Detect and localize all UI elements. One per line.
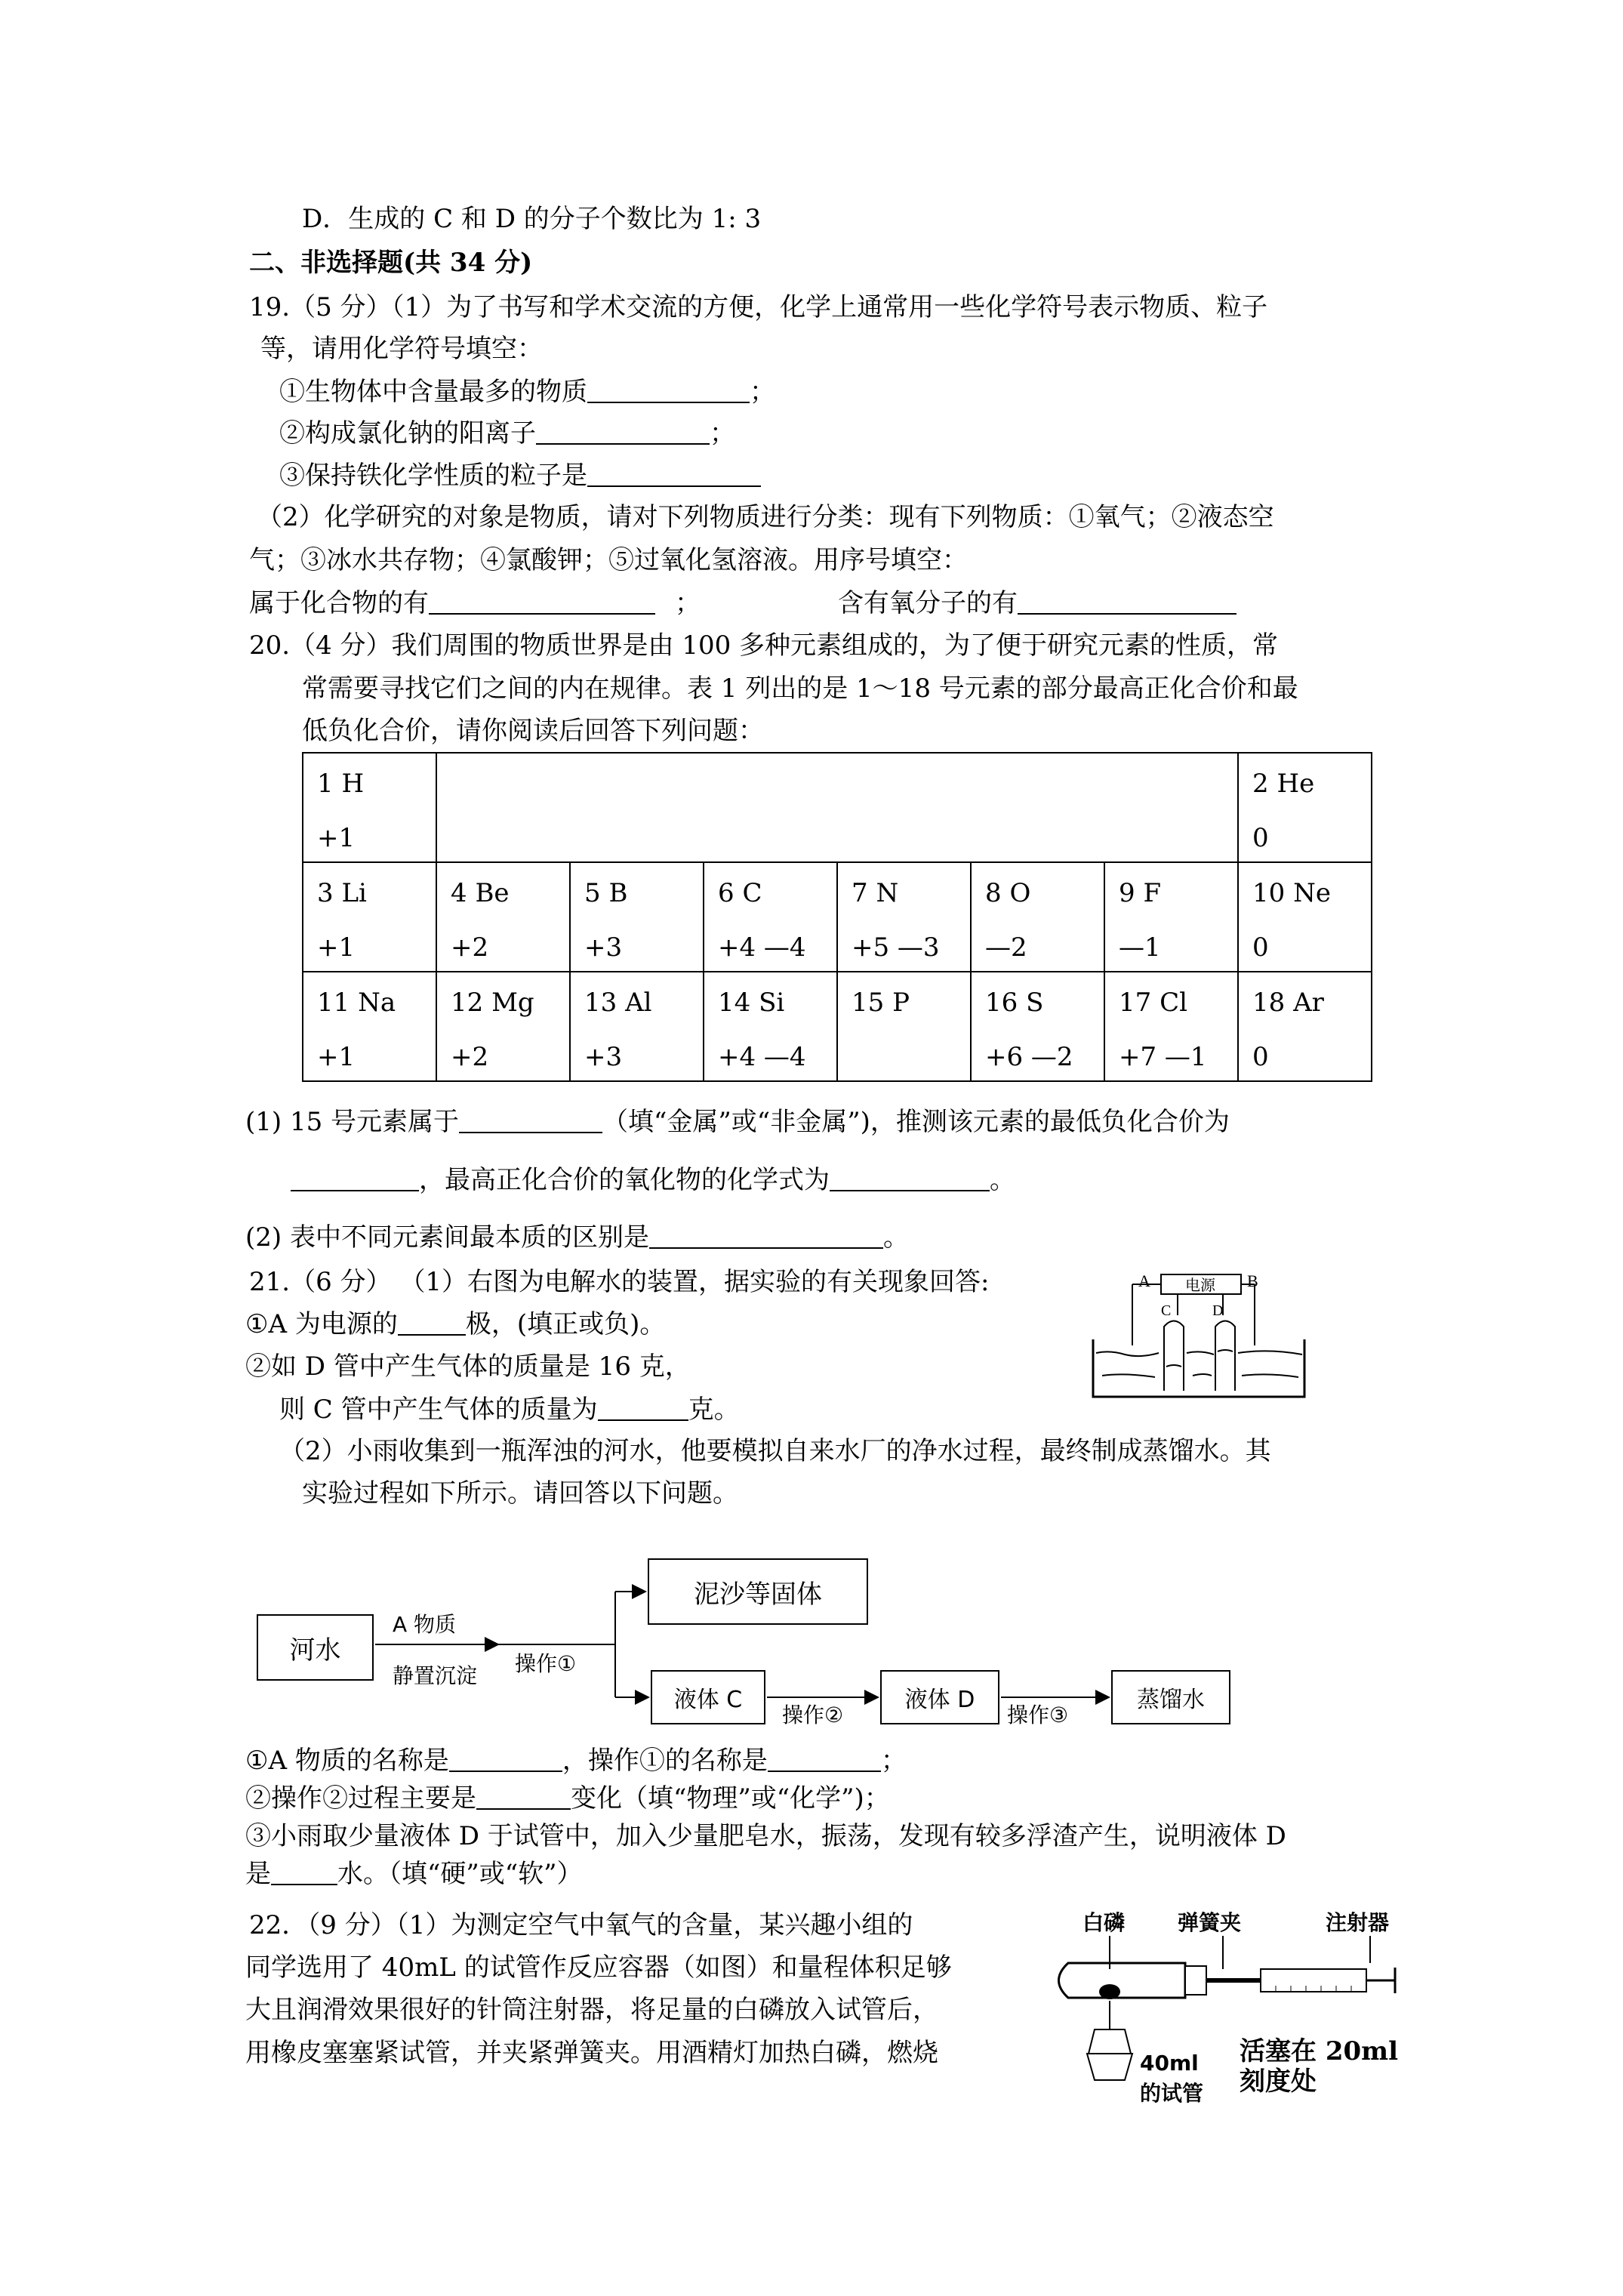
q20-line-4-text: (1) 15 号元素属于 — [245, 1107, 460, 1137]
q19-line-3-end: ； — [750, 377, 775, 407]
q20-line-5-text: ，最高正化合价的氧化物的化学式为 — [419, 1165, 830, 1195]
option-d: D．生成的 C 和 D 的分子个数比为 1: 3 — [302, 204, 762, 234]
q22-line-1: 22．（9 分）（1）为测定空气中氧气的含量，某兴趣小组的 — [249, 1910, 913, 1940]
table-cell: 7 N +5 —3 — [837, 862, 971, 972]
table-cell: 10 Ne 0 — [1238, 862, 1372, 972]
q19-line-8-text: 属于化合物的有 — [249, 588, 429, 618]
q21-line-8 — [245, 1782, 890, 1815]
q21-line-10-rest: 水。（填“硬”或“软”） — [337, 1859, 583, 1889]
q21-line-3: ②如 D 管中产生气体的质量是 16 克， — [245, 1351, 691, 1382]
q22-line-4: 用橡皮塞塞紧试管，并夹紧弹簧夹。用酒精灯加热白磷，燃烧 — [245, 2038, 938, 2068]
op2-label: 操作② — [782, 1703, 844, 1727]
answer-blank[interactable] — [768, 1745, 881, 1772]
table-cell: 8 O —2 — [971, 862, 1104, 972]
q20-line-6-end: 。 — [882, 1222, 909, 1253]
liquid-d-box: 液体 D — [880, 1670, 999, 1724]
white-phosphorus-label: 白磷 — [1083, 1910, 1126, 1935]
answer-blank[interactable] — [271, 1858, 337, 1885]
table-cell: 12 Mg +2 — [436, 972, 570, 1081]
answer-blank[interactable] — [476, 1783, 571, 1810]
distilled-water-box: 蒸馏水 — [1111, 1670, 1230, 1724]
tube-label-2: 的试管 — [1140, 2081, 1204, 2106]
q19-line-3-text: ①生物体中含量最多的物质 — [279, 377, 587, 407]
answer-blank[interactable] — [449, 1745, 562, 1772]
q19-line-8-semi: ； — [675, 588, 701, 618]
oxygen-apparatus — [1034, 1903, 1404, 2122]
q21-line-2-rest: 极，(填正或负)。 — [465, 1309, 666, 1339]
solids-box: 泥沙等固体 — [648, 1558, 868, 1625]
liquid-c-box: 液体 C — [651, 1670, 765, 1724]
q21-line-8-text: ②操作②过程主要是 — [245, 1783, 476, 1814]
q21-line-6: 实验过程如下所示。请回答以下问题。 — [302, 1478, 738, 1509]
table-cell: 14 Si +4 —4 — [704, 972, 837, 1081]
op3-label: 操作③ — [1007, 1703, 1069, 1727]
q21-line-2-text: ①A 为电源的 — [245, 1309, 398, 1339]
a-substance-label: A 物质 — [393, 1612, 457, 1637]
q21-line-9: ③小雨取少量液体 D 于试管中，加入少量肥皂水，振荡，发现有较多浮渣产生，说明液体 D — [245, 1821, 1286, 1851]
q21-line-10 — [245, 1857, 583, 1891]
table-cell: 1 H +1 — [303, 753, 436, 862]
q21-line-8-rest: 变化（填“物理”或“化学”)； — [571, 1783, 890, 1814]
table-cell: 13 Al +3 — [570, 972, 704, 1081]
q19-line-4-text: ②构成氯化钠的阳离子 — [279, 418, 536, 448]
q20-line-4-rest: （填“金属”或“非金属”)，推测该元素的最低负化合价为 — [602, 1107, 1230, 1137]
q20-line-1: 20.（4 分）我们周围的物质世界是由 100 多种元素组成的，为了便于研究元素的性质，常 — [249, 630, 1279, 661]
table-cell: 2 He 0 — [1238, 753, 1372, 862]
table-cell: 15 P — [837, 972, 971, 1081]
q21-line-1: 21.（6 分） （1）右图为电解水的装置，据实验的有关现象回答: — [249, 1267, 990, 1297]
label-b: B — [1247, 1271, 1258, 1290]
table-cell: 3 Li +1 — [303, 862, 436, 972]
syringe-label: 注射器 — [1326, 1910, 1390, 1935]
settle-label: 静置沉淀 — [393, 1663, 478, 1688]
label-a: A — [1138, 1271, 1150, 1290]
table-cell: 5 B +3 — [570, 862, 704, 972]
tube-label-1: 40ml — [1140, 2051, 1199, 2076]
spring-clip-label: 弹簧夹 — [1178, 1910, 1242, 1935]
q21-line-10-text: 是 — [245, 1859, 271, 1889]
table-cell: 17 Cl +7 —1 — [1104, 972, 1238, 1081]
table-cell: 9 F —1 — [1104, 862, 1238, 972]
q20-line-2: 常需要寻找它们之间的内在规律。表 1 列出的是 1～18 号元素的部分最高正化合价和最 — [302, 673, 1298, 704]
q19-line-4-end: ； — [710, 418, 735, 448]
label-c: C — [1161, 1302, 1172, 1319]
river-water-box: 河水 — [257, 1614, 374, 1681]
q21-line-7-mid: ，操作①的名称是 — [562, 1746, 768, 1776]
q20-line-5-end: 。 — [990, 1165, 1015, 1195]
q19-line-5-text: ③保持铁化学性质的粒子是 — [279, 461, 587, 491]
q21-line-7 — [245, 1744, 907, 1777]
piston-label-2: 刻度处 — [1240, 2066, 1317, 2097]
q19-line-2: 等，请用化学符号填空： — [260, 334, 543, 364]
q22-line-3: 大且润滑效果很好的针筒注射器，将足量的白磷放入试管后， — [245, 1995, 938, 2025]
table-cell: 18 Ar 0 — [1238, 972, 1372, 1081]
table-cell: 6 C +4 —4 — [704, 862, 837, 972]
q21-line-5: （2）小雨收集到一瓶浑浊的河水，他要模拟自来水厂的净水过程，最终制成蒸馏水。其 — [279, 1436, 1271, 1466]
q19-line-1: 19.（5 分）（1）为了书写和学术交流的方便，化学上通常用一些化学符号表示物质、粒子 — [249, 292, 1268, 322]
piston-label-1: 活塞在 20ml — [1240, 2036, 1399, 2066]
q21-line-4-text: 则 C 管中产生气体的质量为 — [279, 1395, 598, 1425]
section-heading: 二、非选择题(共 34 分) — [249, 248, 533, 278]
q21-line-4-end: 克。 — [688, 1395, 740, 1425]
q19-line-8-right-text: 含有氧分子的有 — [838, 588, 1018, 618]
power-label: 电源 — [1185, 1276, 1215, 1294]
table-cell: 11 Na +1 — [303, 972, 436, 1081]
q20-line-3: 低负化合价，请你阅读后回答下列问题： — [302, 716, 764, 746]
op1-label: 操作① — [515, 1651, 577, 1676]
q19-line-7: 气；③冰水共存物；④氯酸钾；⑤过氧化氢溶液。用序号填空： — [249, 545, 968, 575]
q21-line-7-end: ； — [880, 1746, 907, 1776]
q19-line-6: （2）化学研究的对象是物质，请对下列物质进行分类：现有下列物质：①氧气；②液态空 — [257, 502, 1274, 532]
table-cell: 4 Be +2 — [436, 862, 570, 972]
q22-line-2: 同学选用了 40mL 的试管作反应容器（如图）和量程体积足够 — [245, 1952, 952, 1983]
label-d: D — [1212, 1302, 1224, 1319]
q21-line-7-text: ①A 物质的名称是 — [245, 1746, 449, 1776]
table-cell: 16 S +6 —2 — [971, 972, 1104, 1081]
q20-line-6-text: (2) 表中不同元素间最本质的区别是 — [245, 1222, 649, 1253]
